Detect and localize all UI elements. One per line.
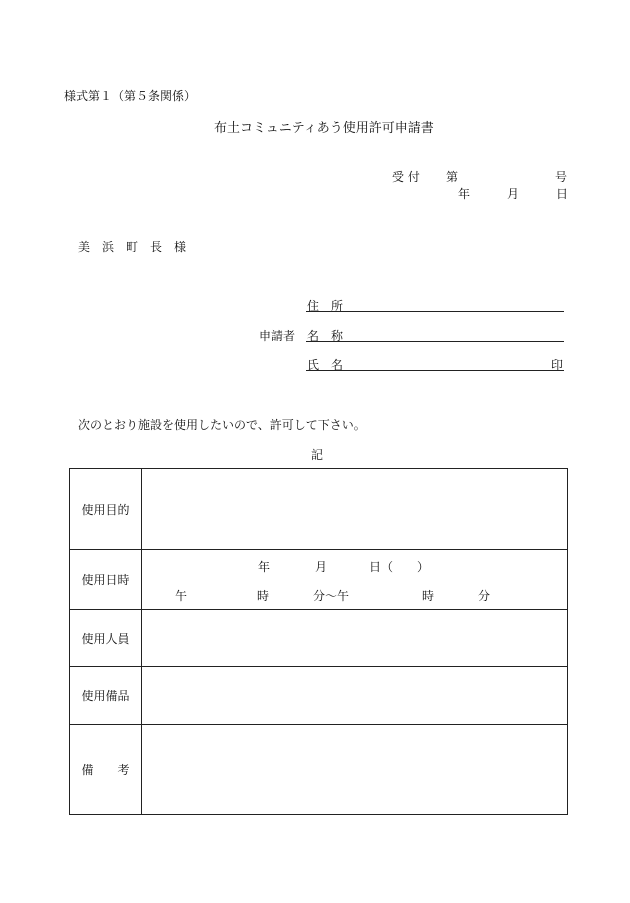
document-title: 布土コミュニティあう使用許可申請書: [214, 121, 434, 136]
addressee: 美 浜 町 長 様: [78, 240, 187, 254]
table-row-equipment: [70, 667, 568, 725]
datetime-field[interactable]: [142, 550, 568, 610]
remarks-field[interactable]: [142, 725, 568, 815]
time-hour-start: 時: [257, 589, 270, 603]
receipt-number-suffix: 号: [555, 170, 568, 184]
time-hour-end: 時: [422, 589, 435, 603]
receipt-label: 受 付: [392, 170, 420, 184]
seal-mark: 印: [551, 358, 564, 372]
person-name-label: 氏 名: [307, 358, 344, 372]
remarks-label: 備 考: [70, 725, 142, 815]
datetime-day-weekday: 日（ ）: [369, 560, 430, 574]
datetime-month: 月: [315, 560, 328, 574]
person-name-field-line[interactable]: [306, 370, 564, 371]
ki-mark: 記: [311, 448, 324, 462]
receipt-month: 月: [507, 187, 520, 201]
address-field-line[interactable]: [306, 311, 564, 312]
table-row-people: [70, 610, 568, 667]
address-label: 住 所: [307, 299, 344, 313]
receipt-day: 日: [556, 187, 569, 201]
organization-name-field-line[interactable]: [306, 341, 564, 342]
purpose-field[interactable]: [142, 469, 568, 550]
time-am-pm-start: 午: [175, 589, 188, 603]
purpose-label: 使用目的: [70, 469, 142, 550]
name-label: 名 称: [307, 329, 344, 343]
people-field[interactable]: [142, 610, 568, 667]
time-minute-end: 分: [478, 589, 491, 603]
table-row-remarks: [70, 725, 568, 815]
table-row-datetime: [70, 550, 568, 610]
equipment-label: 使用備品: [70, 667, 142, 725]
application-form-table: [69, 468, 568, 815]
form-number: 様式第１（第５条関係）: [64, 89, 197, 103]
request-text: 次のとおり施設を使用したいので、許可して下さい。: [78, 418, 366, 432]
table-row-purpose: [70, 469, 568, 550]
equipment-field[interactable]: [142, 667, 568, 725]
receipt-number-prefix: 第: [446, 170, 459, 184]
applicant-label: 申請者: [259, 329, 296, 343]
people-label: 使用人員: [70, 610, 142, 667]
datetime-label: 使用日時: [70, 550, 142, 610]
receipt-year: 年: [458, 187, 471, 201]
time-minute-start-tilde: 分～午: [313, 589, 350, 603]
datetime-year: 年: [258, 560, 271, 574]
